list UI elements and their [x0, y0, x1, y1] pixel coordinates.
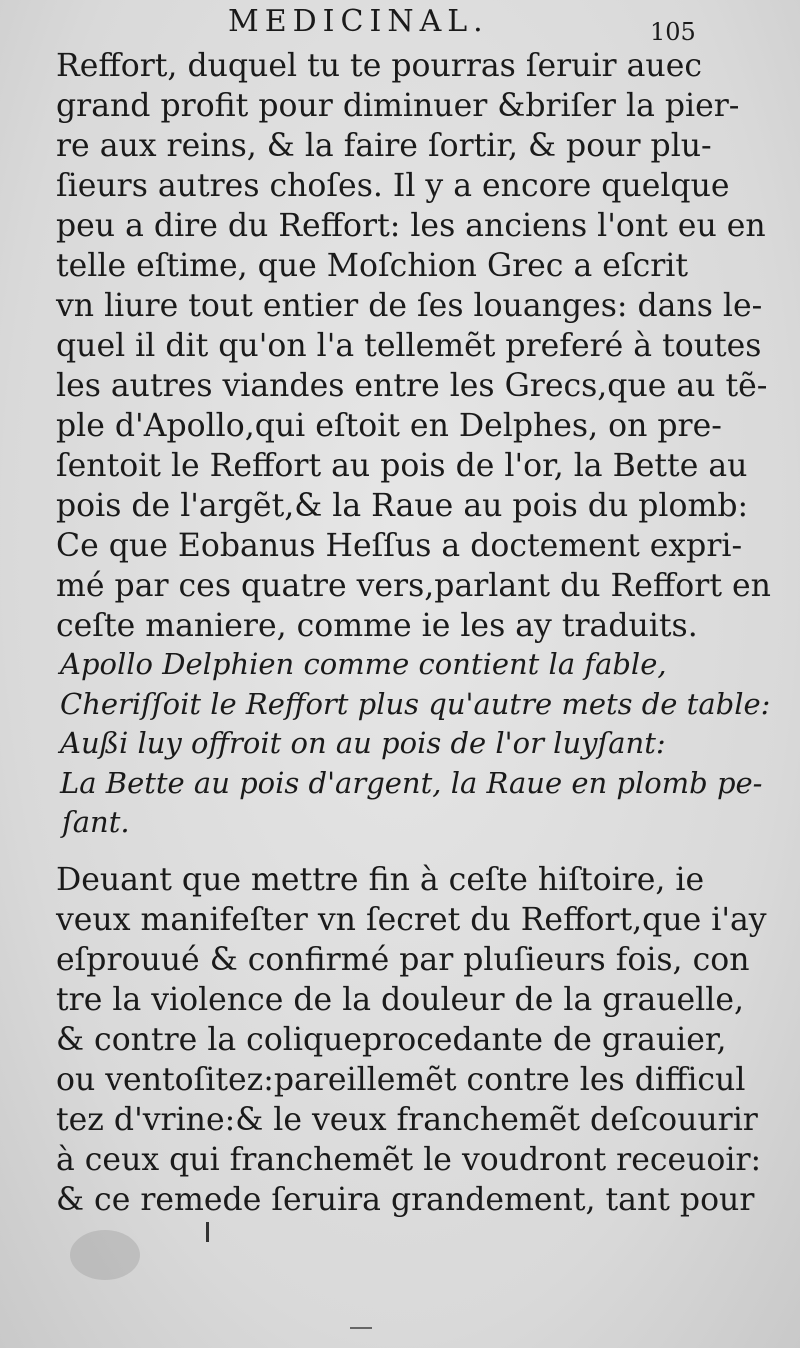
- text-line: peu a dire du Reffort: les anciens l'ont eu en: [56, 208, 766, 244]
- text-line: veux manifeſter vn ſecret du Reffort,que i'ay: [56, 902, 767, 938]
- text-line: ceſte maniere, comme ie les ay traduits.: [56, 608, 698, 644]
- verse-line: Außi luy offroit on au pois de l'or luyſant:: [60, 726, 666, 760]
- text-line: ou ventoſitez:pareillemẽt contre les difficul: [56, 1062, 746, 1098]
- text-line: ſieurs autres choſes. Il y a encore quelque: [56, 168, 730, 204]
- ink-dash: [350, 1327, 372, 1329]
- text-line: pois de l'argẽt,& la Raue au pois du plomb:: [56, 488, 749, 524]
- ink-mark: [206, 1222, 209, 1242]
- text-line: grand profit pour diminuer &briſer la pier-: [56, 88, 740, 124]
- verse-line: La Bette au pois d'argent, la Raue en plomb pe-: [60, 765, 763, 800]
- text-line: à ceux qui franchemẽt le voudront receuoir:: [56, 1142, 762, 1178]
- text-line: quel il dit qu'on l'a tellemẽt preferé à toutes: [56, 328, 762, 364]
- text-line: les autres viandes entre les Grecs,que au tẽ-: [56, 368, 768, 404]
- text-line: ple d'Apollo,qui eſtoit en Delphes, on pre-: [56, 408, 722, 444]
- paragraph-1: [56, 46, 771, 646]
- page-number: 105: [650, 18, 696, 46]
- text-line: & contre la coliqueprocedante de grauier,: [56, 1022, 727, 1058]
- text-line: & ce remede ſeruira grandement, tant pour: [56, 1182, 755, 1218]
- running-title: MEDICINAL.: [228, 4, 489, 39]
- text-line: eſprouué & confirmé par pluſieurs fois, con: [56, 942, 750, 978]
- verse-line: Apollo Delphien comme contient la fable,: [60, 647, 667, 681]
- page-header: [0, 4, 800, 46]
- text-line: Reffort, duquel tu te pourras ſeruir auec: [56, 48, 702, 84]
- text-line: tre la violence de la douleur de la grauelle,: [56, 982, 744, 1018]
- verse-quotation: [60, 645, 771, 843]
- verse-line: ſant.: [62, 805, 130, 839]
- verse-line: Cheriſſoit le Reffort plus qu'autre mets de table:: [60, 686, 771, 721]
- text-line: vn liure tout entier de ſes louanges: dans le-: [56, 288, 763, 324]
- ink-smudge: [70, 1230, 140, 1280]
- text-line: re aux reins, & la faire ſortir, & pour plu-: [56, 128, 712, 164]
- text-line: mé par ces quatre vers,parlant du Reffort en: [56, 568, 771, 604]
- text-line: telle eſtime, que Moſchion Grec a eſcrit: [56, 248, 688, 284]
- text-line: tez d'vrine:& le veux franchemẽt deſcouurir: [56, 1102, 758, 1138]
- paragraph-2: [56, 860, 767, 1220]
- text-line: Ce que Eobanus Heſſus a doctement expri-: [56, 528, 743, 564]
- text-line: ſentoit le Reffort au pois de l'or, la Bette au: [56, 448, 748, 484]
- text-line: Deuant que mettre fin à ceſte hiſtoire, ie: [56, 862, 705, 898]
